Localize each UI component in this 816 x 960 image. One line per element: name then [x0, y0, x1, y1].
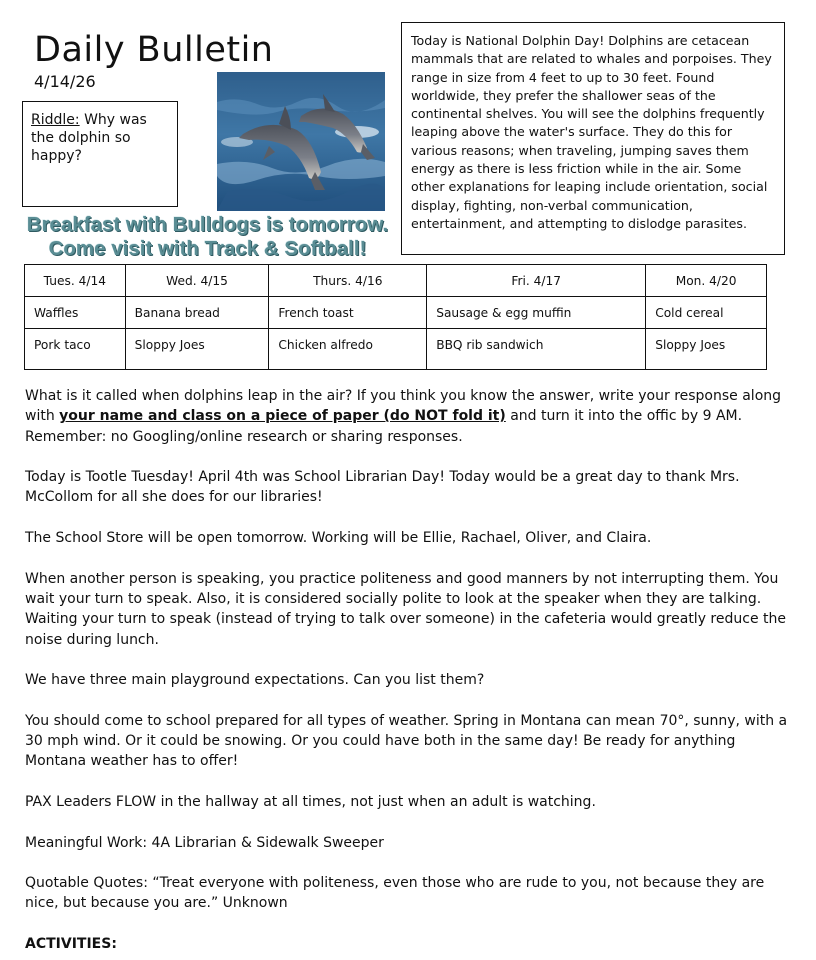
announcement-quote: Quotable Quotes: “Treat everyone with politeness, even those who are rude to you, not because they are nice, but because you are.” Unknown: [25, 875, 765, 912]
menu-cell: Cold cereal: [646, 297, 767, 329]
announcement-store: The School Store will be open tomorrow. Working will be Ellie, Rachael, Oliver, and Claira.: [25, 530, 652, 547]
dolphins-photo: [217, 72, 385, 211]
promo-banner: [10, 213, 405, 261]
dolphin-fact-box: [401, 22, 785, 255]
promo-line-1: Breakfast with Bulldogs is tomorrow.: [26, 213, 389, 236]
menu-cell: Waffles: [25, 297, 126, 329]
menu-breakfast-row: [25, 297, 767, 329]
menu-day: Fri. 4/17: [427, 265, 646, 297]
menu-cell: Chicken alfredo: [269, 329, 427, 370]
announcement-pax: PAX Leaders FLOW in the hallway at all times, not just when an adult is watching.: [25, 793, 596, 810]
riddle-label: Riddle:: [31, 112, 80, 128]
menu-cell: Sloppy Joes: [125, 329, 269, 370]
menu-lunch-row: [25, 329, 767, 370]
menu-cell: French toast: [269, 297, 427, 329]
riddle-text: Why was the dolphin so happy?: [31, 112, 147, 164]
dolphins-photo-icon: [217, 72, 385, 211]
promo-line-2: Come visit with Track & Softball!: [48, 237, 367, 260]
announcement-tootle: Today is Tootle Tuesday! April 4th was School Librarian Day! Today would be a great day to thank Mrs. McCollom for all she does for our libraries!: [25, 469, 740, 506]
announcement-question: [25, 386, 795, 447]
announcement-manners: When another person is speaking, you practice politeness and good manners by not interrupting them. You wait your turn to speak. Also, it is considered socially polite to look at the speaker when they are talking. Waiting your turn to speak (instead of trying to talk over someone) in the cafeteria would greatly reduce the noise during lunch.: [25, 570, 786, 648]
menu-day: Wed. 4/15: [125, 265, 269, 297]
announcement-meaningful-work: Meaningful Work: 4A Librarian & Sidewalk Sweeper: [25, 834, 384, 851]
riddle-box: [22, 101, 178, 207]
menu-day: Tues. 4/14: [25, 265, 126, 297]
menu-cell: Pork taco: [25, 329, 126, 370]
announcement-weather: You should come to school prepared for all types of weather. Spring in Montana can mean 70°, sunny, with a 30 mph wind. Or it could be snowing. Or you could have both in the same day! Be ready for anything Montana weather has to offer!: [25, 712, 788, 770]
bulletin-date: 4/14/26: [34, 72, 96, 91]
dolphin-fact-text: Today is National Dolphin Day! Dolphins are cetacean mammals that are related to whales and porpoises. They range in size from 4 feet to up to 30 feet. Found worldwide, they prefer the shallower seas of the continental shelves. You will see the dolphins frequently leaping above the water's surface. They do this for various reasons; when traveling, jumping saves them energy as there is less friction while in the air. Some other explanations for leaping include orientation, social display, fighting, non-verbal communication, entertainment, and attempting to dislodge parasites.: [411, 33, 772, 231]
menu-cell: Banana bread: [125, 297, 269, 329]
menu-day: Mon. 4/20: [646, 265, 767, 297]
menu-header-row: [25, 265, 767, 297]
menu-cell: Sausage & egg muffin: [427, 297, 646, 329]
question-text: What is it called when dolphins leap in the air? If you think you know the answer, write your response along with: [25, 388, 782, 425]
announcement-playground: We have three main playground expectations. Can you list them?: [25, 672, 485, 689]
menu-day: Thurs. 4/16: [269, 265, 427, 297]
announcements: [25, 386, 795, 960]
page-title: Daily Bulletin: [34, 30, 274, 70]
question-text-end: and turn it into the offic by 9 AM. Remember: no Googling/online research or sharing responses.: [25, 408, 743, 445]
activities-heading: ACTIVITIES:: [25, 936, 117, 953]
menu-cell: BBQ rib sandwich: [427, 329, 646, 370]
question-emphasis: your name and class on a piece of paper (do NOT fold it): [59, 408, 506, 425]
menu-cell: Sloppy Joes: [646, 329, 767, 370]
lunch-menu-table: [24, 264, 767, 370]
